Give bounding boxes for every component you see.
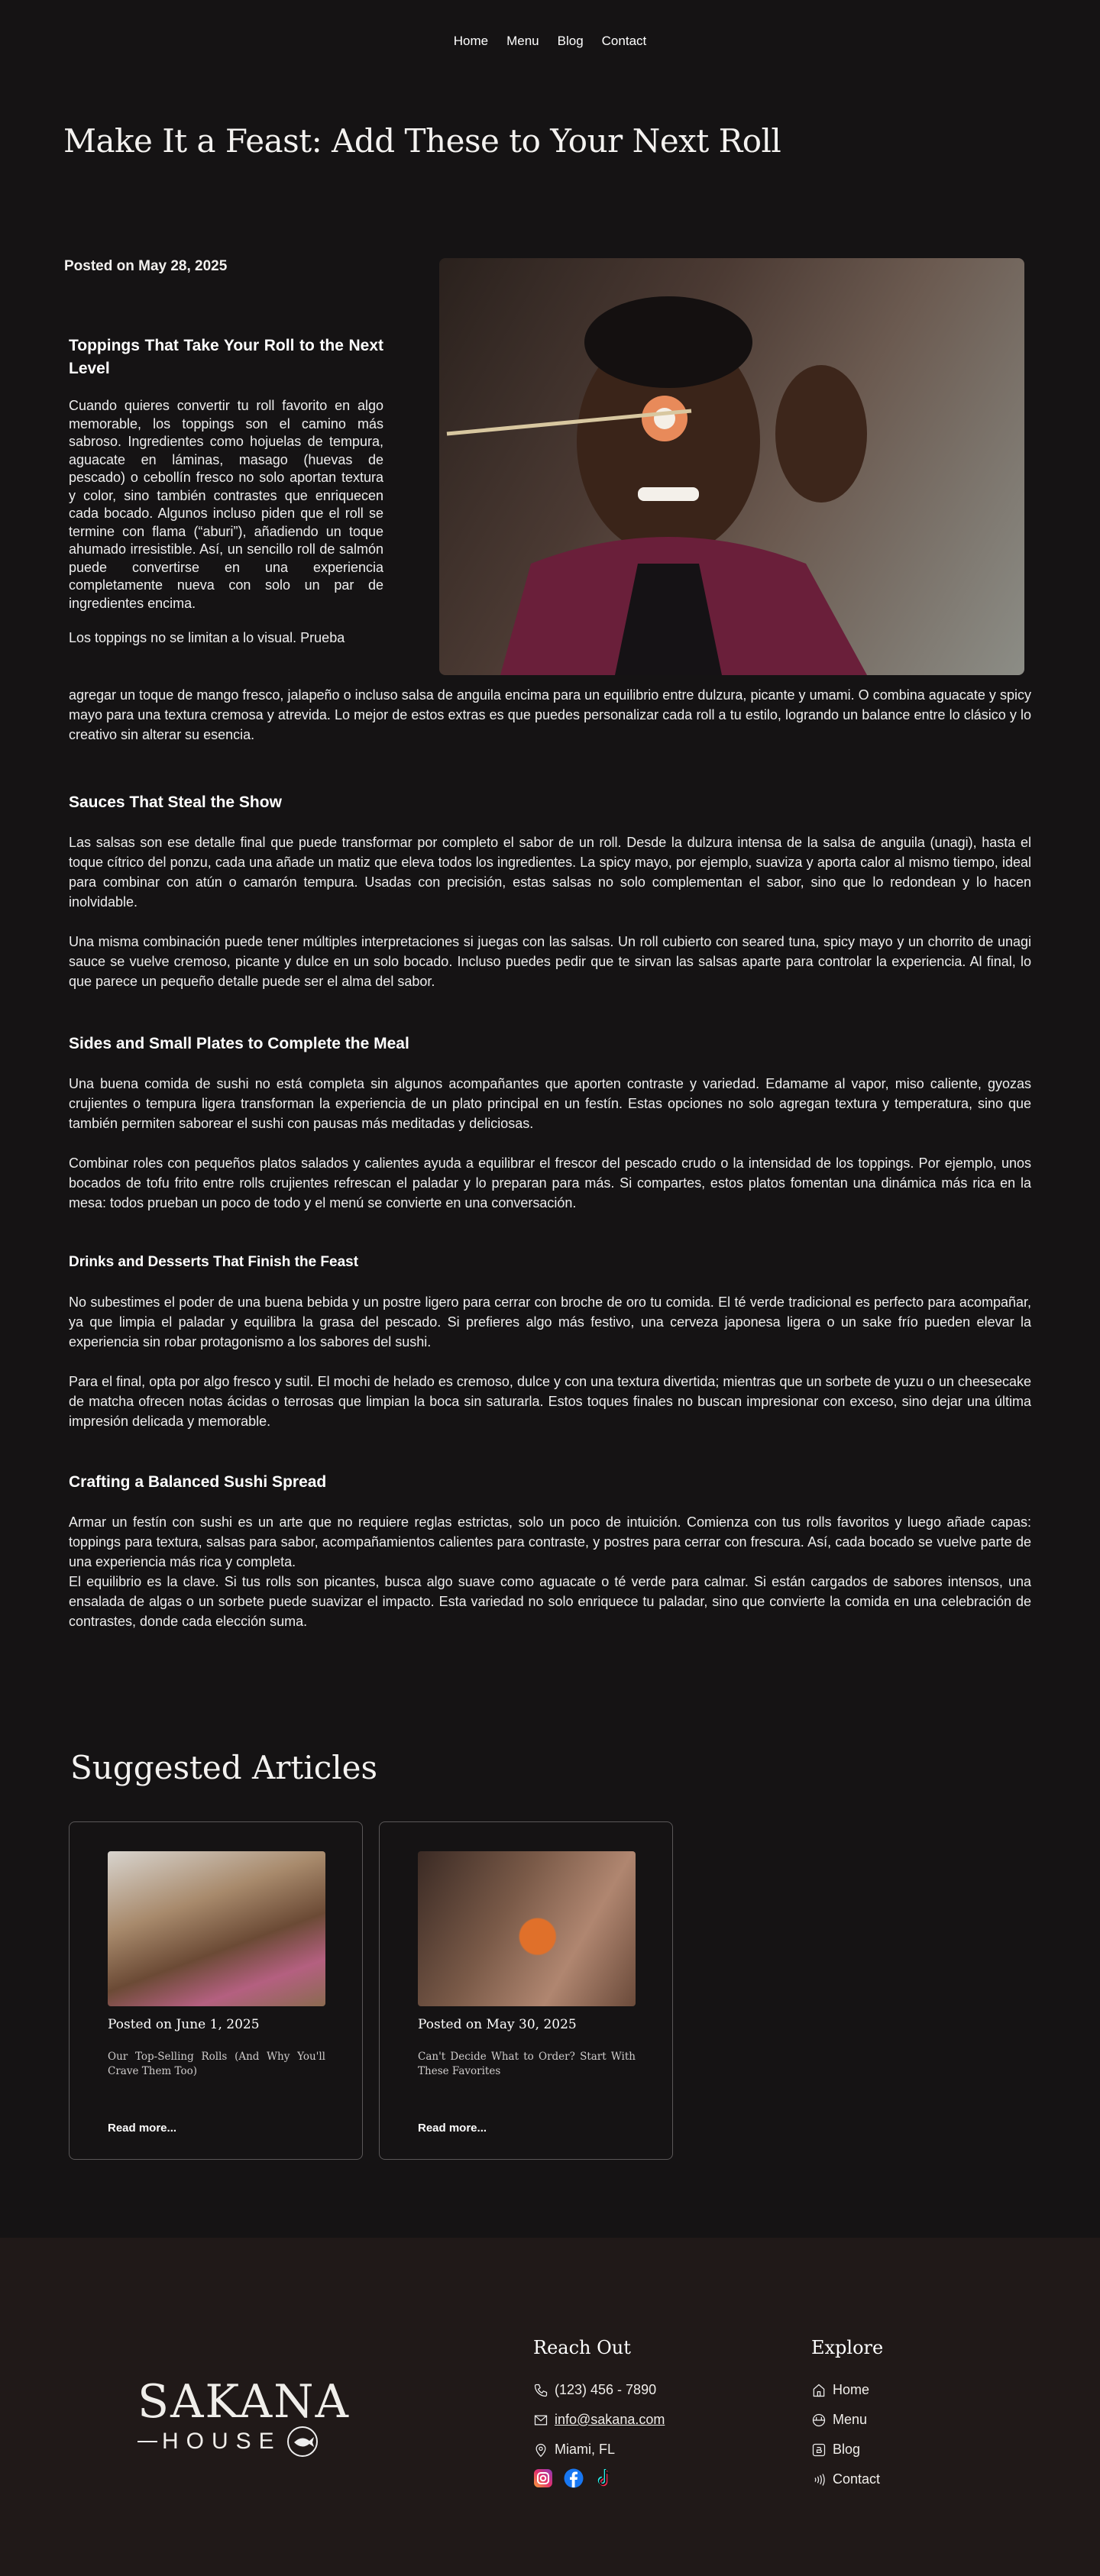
reach-out-title: Reach Out: [533, 2337, 631, 2358]
nav-contact[interactable]: Contact: [601, 34, 647, 48]
email-link[interactable]: info@sakana.com: [555, 2412, 665, 2427]
top-nav: [0, 34, 1100, 49]
phone-number: (123) 456 - 7890: [555, 2382, 657, 2397]
sauces-section: [69, 791, 1031, 991]
article-card-image: [418, 1851, 636, 2006]
section-paragraph: Las salsas son ese detalle final que puede transformar por completo el sabor de un roll. Desde la dulzura intensa de la salsa de anguila (unagi), hasta el toque cítrico del ponzu, cada una añade un matiz que eleva todos los ingredientes. La spicy mayo, por ejemplo, suaviza y aporta calor al mismo tiempo, ideal para combinar con atún o camarón tempura. Usadas con precisión, estas salsas no solo complementan el sabor, sino que lo redondean y lo hacen inolvidable.: [69, 835, 1031, 910]
instagram-icon[interactable]: [533, 2468, 553, 2489]
article-card-image: [108, 1851, 325, 2006]
home-icon: [811, 2382, 827, 2399]
tiktok-icon[interactable]: [594, 2468, 614, 2489]
section-paragraph: Combinar roles con pequeños platos salados y calientes ayuda a equilibrar el frescor del pescado crudo o la intensidad de los toppings. Por ejemplo, unos bocados de tofu frito entre rolls crujientes refrescan el paladar y lo preparan para más. Si compartes, estos platos fomentan una dinámica más rica en la mesa: todos prueban un poco de todo y el menú se convierte en una conversación.: [69, 1155, 1031, 1210]
section-paragraph: agregar un toque de mango fresco, jalapeño o incluso salsa de anguila encima para un equilibrio entre dulzura, picante y umami. O combina aguacate y spicy mayo para una textura cremosa y atrevida. Lo mejor de estos extras es que puedes personalizar cada roll a tu estilo, logrando un balance entre lo clásico y lo creativo sin alterar su esencia.: [69, 687, 1031, 742]
nav-menu[interactable]: Menu: [506, 34, 539, 48]
menu-bowl-icon: [811, 2412, 827, 2429]
footer-link-menu[interactable]: Menu: [833, 2412, 868, 2427]
hero-image: [439, 258, 1024, 675]
footer: [0, 2238, 1100, 2576]
section-paragraph: Para el final, opta por algo fresco y sutil. El mochi de helado es cremoso, dulce y con una textura divertida; mientras que un sorbete de yuzu o un cheesecake de matcha ofrecen notas ácidas o terrosas que limpian la boca sin saturarla. Estos toques finales no buscan impresionar con exceso, sino dejar una última impresión delicada y memorable.: [69, 1374, 1031, 1429]
article-card-date: Posted on May 30, 2025: [418, 2017, 577, 2032]
page-title: Make It a Feast: Add These to Your Next Roll: [63, 122, 781, 160]
phone-icon: [533, 2382, 548, 2399]
sides-section: [69, 1033, 1031, 1213]
section-heading: Sauces That Steal the Show: [69, 793, 282, 811]
crafting-section: [69, 1471, 1031, 1631]
blog-icon: [811, 2442, 827, 2458]
facebook-icon[interactable]: [564, 2468, 584, 2489]
section-heading: Sides and Small Plates to Complete the Meal: [69, 1035, 409, 1052]
logo-line2: HOUSE: [162, 2429, 282, 2454]
read-more-link[interactable]: Read more...: [108, 2122, 177, 2135]
reach-out-column: [533, 2337, 665, 2489]
drinks-section: [69, 1251, 1031, 1431]
section-heading: Crafting a Balanced Sushi Spread: [69, 1473, 327, 1491]
footer-link-blog[interactable]: Blog: [833, 2442, 861, 2457]
section-paragraph: Cuando quieres convertir tu roll favorito en algo memorable, los toppings son el camino más sabroso. Ingredientes como hojuelas de tempura, aguacate en láminas, masago (huevas de pescado) o cebollín fresco no solo aportan textura y color, sino también contrastes que enriquecen cada bocado. Algunos incluso piden que el roll se termine con flama (“aburi”), añadiendo un toque ahumado irresistible. Así, un sencillo roll de salmón puede convertirse en una experiencia completamente nueva con solo un par de ingredientes encima.: [69, 398, 383, 611]
explore-column: [811, 2337, 883, 2494]
section-heading: Drinks and Desserts That Finish the Feast: [69, 1254, 359, 1270]
article-card-date: Posted on June 1, 2025: [108, 2017, 260, 2032]
toppings-section: [69, 335, 383, 648]
section-paragraph: El equilibrio es la clave. Si tus rolls son picantes, busca algo suave como aguacate o té verde para calmar. Si están cargados de sabores intensos, una ensalada de algas o un sorbete puede suavizar el impacto. Esta variedad no solo enriquece tu paladar, sino que convierte la comida en una celebración de contrastes, donde cada elección suma.: [69, 1574, 1031, 1629]
toppings-continuation: [69, 685, 1031, 745]
nav-home[interactable]: Home: [453, 34, 489, 48]
section-paragraph: Una buena comida de sushi no está completa sin algunos acompañantes que aporten contraste y variedad. Edamame al vapor, miso caliente, gyozas crujientes o tempura ligera transforman la experiencia de un plato principal en un festín. Estas opciones no solo agregan textura y temperatura, sino que también permiten saborear el sushi con pausas más meditadas y deliciosas.: [69, 1076, 1031, 1131]
section-paragraph: Una misma combinación puede tener múltiples interpretaciones si juegas con las salsas. Un roll cubierto con seared tuna, spicy mayo y un chorrito de unagi sauce se vuelve cremoso, picante y dulce en un solo bocado. Incluso puedes pedir que te sirvan las salsas aparte para controlar la experiencia. Al final, lo que parece un pequeño detalle puede ser el alma del sabor.: [69, 934, 1031, 989]
fish-icon: [286, 2426, 319, 2458]
suggested-articles-title: Suggested Articles: [70, 1749, 378, 1786]
footer-link-home[interactable]: Home: [833, 2382, 870, 2397]
nav-blog[interactable]: Blog: [557, 34, 584, 48]
section-paragraph-start: Los toppings no se limitan a lo visual. Prueba: [69, 630, 345, 645]
section-paragraph: Armar un festín con sushi es un arte que no requiere reglas estrictas, solo un poco de intuición. Comienza con tus rolls favoritos y luego añade capas: toppings para textura, salsas para sabor, acompañamientos calientes para contraste, y postres para cerrar con frescura. Así, cada bocado se vuelve parte de una experiencia más rica y completa.: [69, 1514, 1031, 1569]
section-paragraph: No subestimes el poder de una buena bebida y un postre ligero para cerrar con broche de oro tu comida. El té verde tradicional es perfecto para acompañar, ya que limpia el paladar y equilibra la grasa del pescado. Si prefieres algo más festivo, una cerveza japonesa ligera o un sake frío pueden elevar la experiencia sin robar protagonismo a los sabores del sushi.: [69, 1294, 1031, 1349]
sakana-house-logo[interactable]: [138, 2375, 350, 2490]
read-more-link[interactable]: Read more...: [418, 2122, 487, 2135]
article-card[interactable]: [379, 1821, 673, 2160]
footer-link-contact[interactable]: Contact: [833, 2471, 881, 2487]
post-date: Posted on May 28, 2025: [64, 258, 228, 274]
mail-icon: [533, 2412, 548, 2429]
article-card-title: Can't Decide What to Order? Start With These Favorites: [418, 2051, 636, 2077]
explore-title: Explore: [811, 2337, 884, 2358]
article-card[interactable]: [69, 1821, 363, 2160]
location-icon: [533, 2442, 548, 2458]
location: Miami, FL: [555, 2442, 616, 2457]
contactless-icon: [811, 2471, 827, 2488]
section-heading: Toppings That Take Your Roll to the Next Level: [69, 337, 383, 377]
article-card-title: Our Top-Selling Rolls (And Why You'll Crave Them Too): [108, 2051, 325, 2077]
logo-line1: SAKANA: [138, 2375, 350, 2429]
